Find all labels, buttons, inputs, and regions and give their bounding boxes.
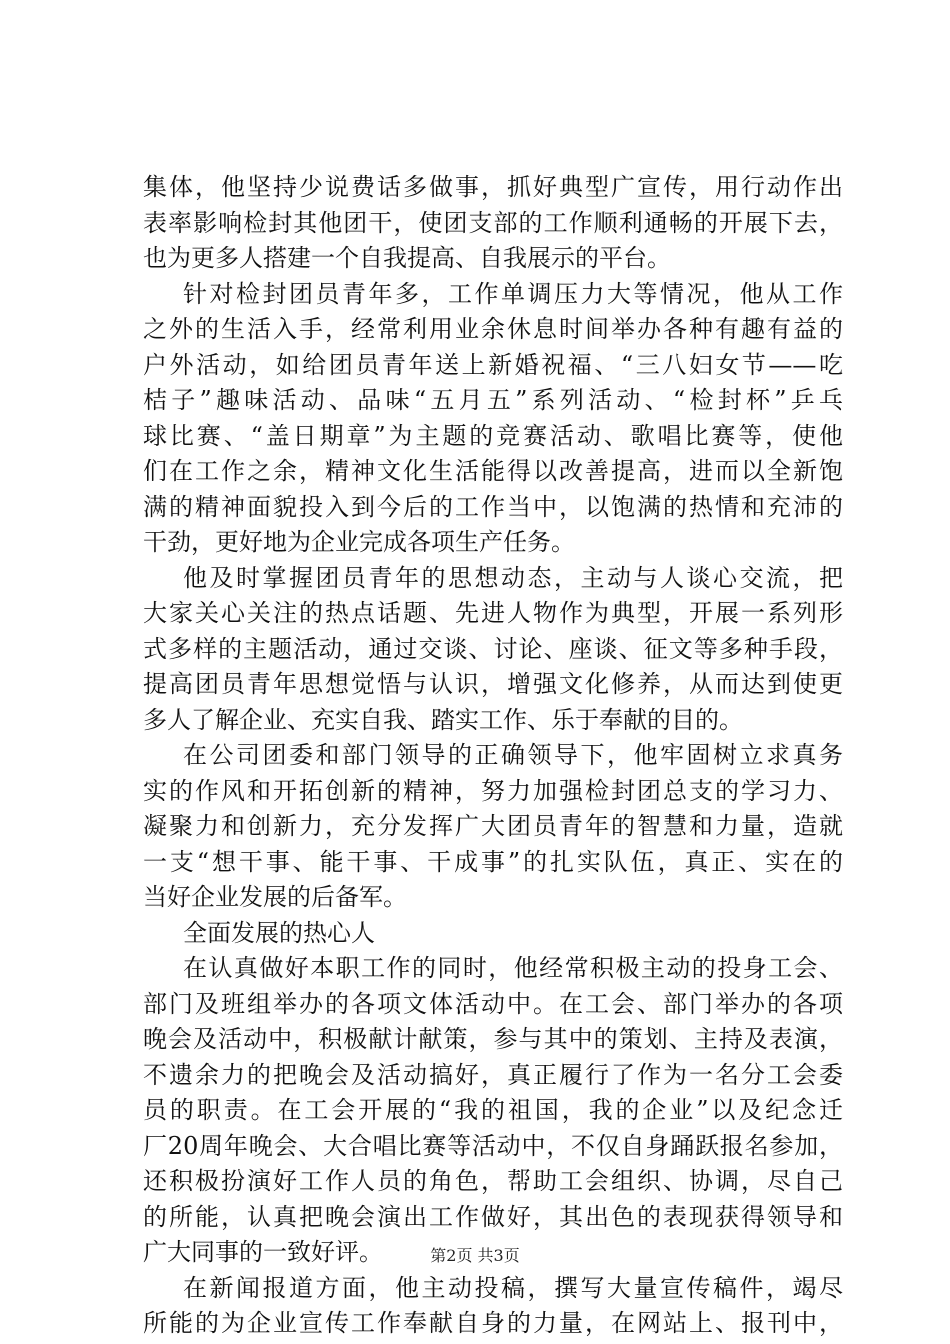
text-line: 在公司团委和部门领导的正确领导下，他牢固树立求真务 <box>183 741 843 769</box>
text-line: 广大同事的一致好评。 <box>143 1238 383 1266</box>
text-line: 提高团员青年思想觉悟与认识，增强文化修养，从而达到使更 <box>143 670 843 698</box>
text-line: 大家关心关注的热点话题、先进人物作为典型，开展一系列形 <box>143 599 843 627</box>
text-line: 桔子”趣味活动、品味“五月五”系列活动、“检封杯”乒乓 <box>143 386 843 414</box>
text-line: 集体，他坚持少说费话多做事，抓好典型广宣传，用行动作出 <box>143 173 843 201</box>
text-line: 一支“想干事、能干事、干成事”的扎实队伍，真正、实在的 <box>143 847 843 876</box>
text-line: 们在工作之余，精神文化生活能得以改善提高，进而以全新饱 <box>143 457 843 485</box>
text-line: 他及时掌握团员青年的思想动态，主动与人谈心交流，把 <box>183 563 843 592</box>
text-line: 厂20周年晚会、大合唱比赛等活动中，不仅自身踊跃报名参加， <box>143 1131 843 1160</box>
text-line: 满的精神面貌投入到今后的工作当中，以饱满的热情和充沛的 <box>143 492 843 521</box>
text-line: 在认真做好本职工作的同时，他经常积极主动的投身工会、 <box>183 954 843 982</box>
text-line: 干劲，更好地为企业完成各项生产任务。 <box>143 528 575 556</box>
text-line: 实的作风和开拓创新的精神，努力加强检封团总支的学习力、 <box>143 776 843 805</box>
text-line: 之外的生活入手，经常利用业余休息时间举办各种有趣有益的 <box>143 315 843 343</box>
text-line: 所能的为企业宣传工作奉献自身的力量，在网站上、报刊中， <box>143 1309 843 1337</box>
text-line: 针对检封团员青年多，工作单调压力大等情况，他从工作 <box>183 279 843 308</box>
text-line: 式多样的主题活动，通过交谈、讨论、座谈、征文等多种手段， <box>143 634 843 663</box>
text-line: 还积极扮演好工作人员的角色，帮助工会组织、协调，尽自己 <box>143 1167 843 1195</box>
text-line: 不遗余力的把晚会及活动搞好，真正履行了作为一名分工会委 <box>143 1060 843 1089</box>
text-line: 当好企业发展的后备军。 <box>143 883 407 911</box>
text-line: 户外活动，如给团员青年送上新婚祝福、“三八妇女节——吃 <box>143 350 843 379</box>
text-line: 球比赛、“盖日期章”为主题的竞赛活动、歌唱比赛等，使他 <box>143 421 843 450</box>
text-line: 的所能，认真把晚会演出工作做好，其出色的表现获得领导和 <box>143 1202 843 1231</box>
text-line: 也为更多人搭建一个自我提高、自我展示的平台。 <box>143 244 671 272</box>
document-body <box>143 170 843 1342</box>
text-line: 晚会及活动中，积极献计献策，参与其中的策划、主持及表演， <box>143 1025 843 1053</box>
page-footer: 第2页 共3页 <box>430 1246 520 1265</box>
text-line: 员的职责。在工会开展的“我的祖国，我的企业”以及纪念迁 <box>143 1096 843 1124</box>
text-line: 表率影响检封其他团干，使团支部的工作顺利通畅的开展下去， <box>143 208 843 237</box>
section-heading: 全面发展的热心人 <box>183 918 375 947</box>
text-line: 在新闻报道方面，他主动投稿，撰写大量宣传稿件，竭尽 <box>183 1273 843 1302</box>
text-line: 部门及班组举办的各项文体活动中。在工会、部门举办的各项 <box>143 989 843 1018</box>
text-line: 多人了解企业、充实自我、踏实工作、乐于奉献的目的。 <box>143 705 743 734</box>
text-line: 凝聚力和创新力，充分发挥广大团员青年的智慧和力量，造就 <box>143 812 843 840</box>
